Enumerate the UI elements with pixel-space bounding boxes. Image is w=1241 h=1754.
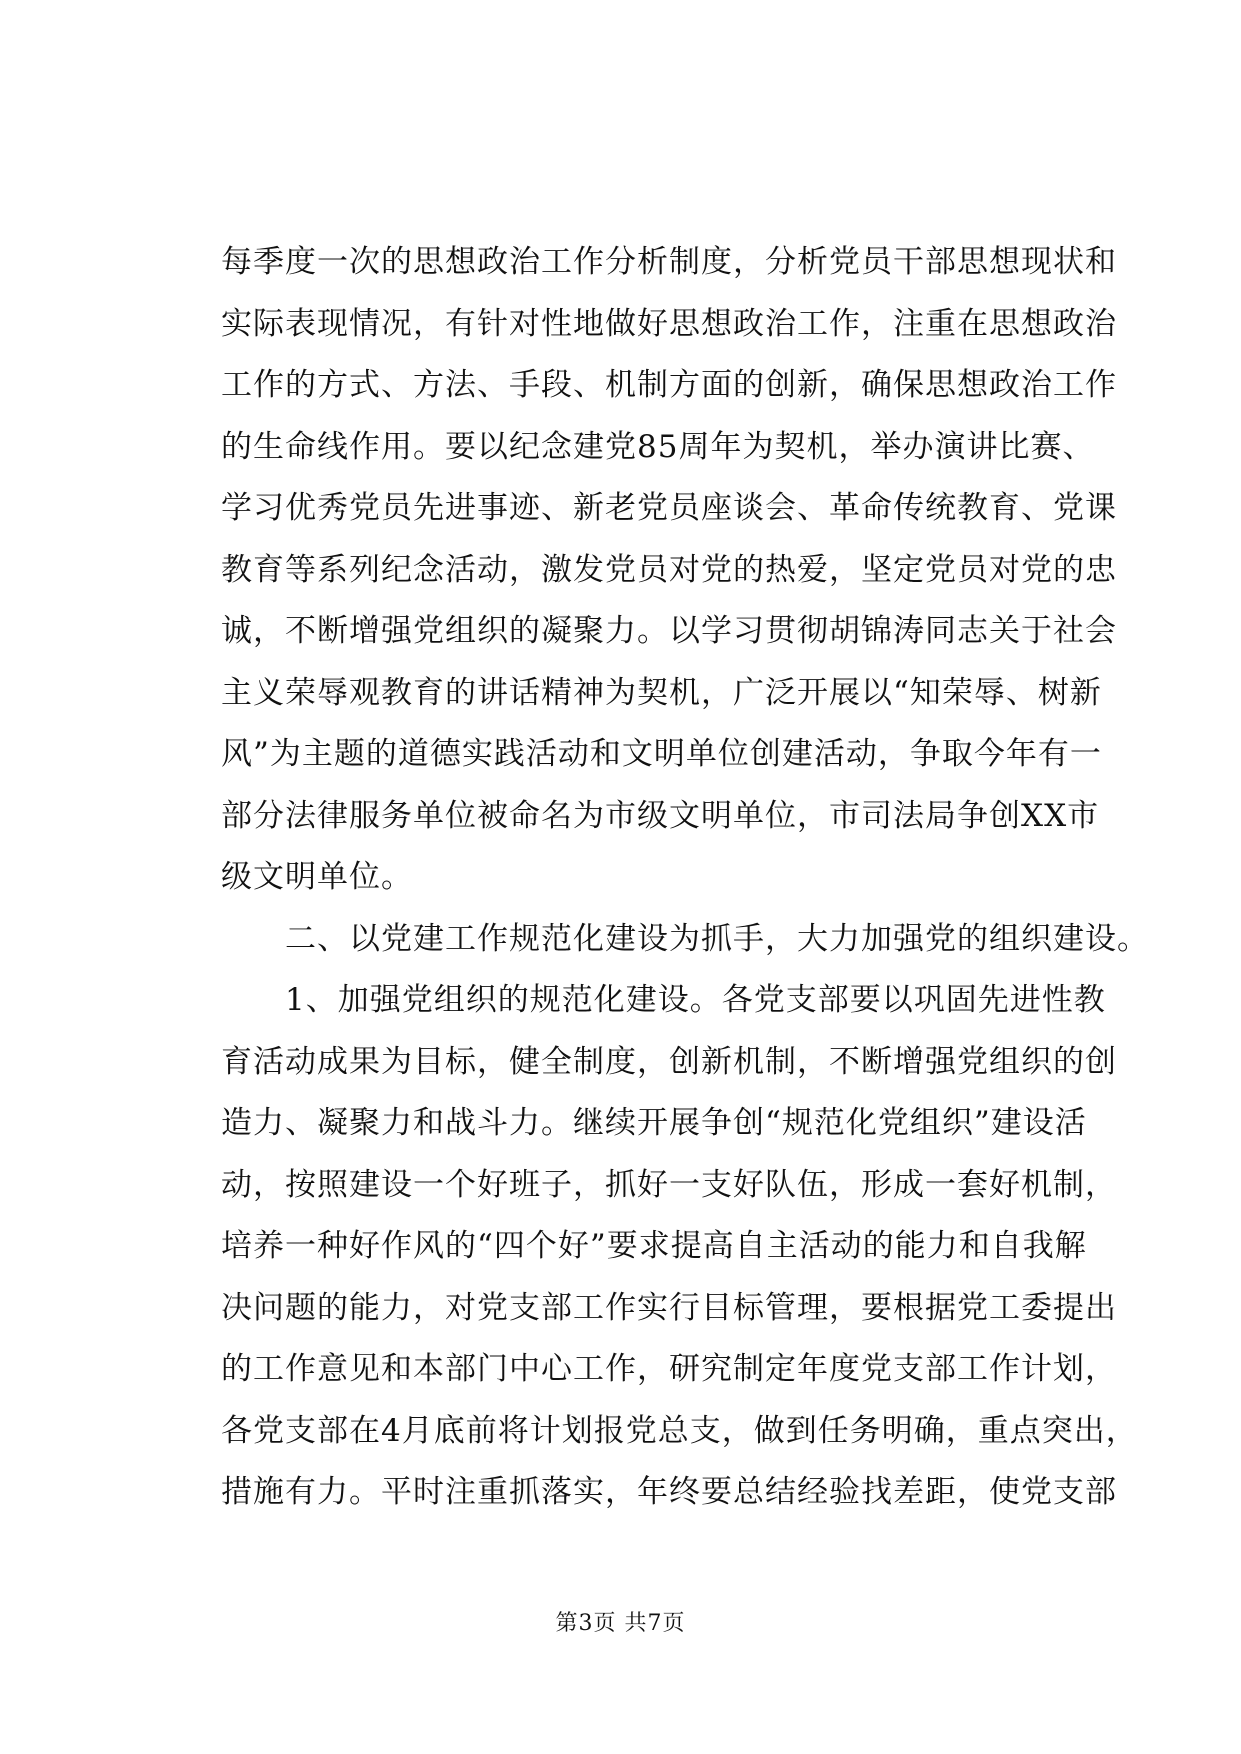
text-line: 教育等系列纪念活动，激发党员对党的热爱，坚定党员对党的忠	[221, 551, 1117, 588]
text-line: 主义荣辱观教育的讲话精神为契机，广泛开展以“知荣辱、树新	[221, 674, 1102, 711]
text-line: 学习优秀党员先进事迹、新老党员座谈会、革命传统教育、党课	[221, 490, 1117, 526]
text-line: 的工作意见和本部门中心工作，研究制定年度党支部工作计划，	[221, 1351, 1117, 1387]
page-number-footer: 第3页 共7页	[555, 1611, 686, 1636]
text-line: 各党支部在4月底前将计划报党总支，做到任务明确，重点突出，	[221, 1412, 1138, 1449]
text-line: 育活动成果为目标，健全制度，创新机制，不断增强党组织的创	[221, 1043, 1117, 1080]
text-line: 措施有力。平时注重抓落实，年终要总结经验找差距，使党支部	[221, 1474, 1117, 1510]
text-line: 工作的方式、方法、手段、机制方面的创新，确保思想政治工作	[221, 367, 1117, 403]
text-line: 培养一种好作风的“四个好”要求提高自主活动的能力和自我解	[221, 1228, 1087, 1264]
body-text	[221, 232, 1149, 1524]
text-line: 部分法律服务单位被命名为市级文明单位，市司法局争创XX市	[221, 797, 1100, 834]
text-line: 动，按照建设一个好班子，抓好一支好队伍，形成一套好机制，	[221, 1166, 1117, 1203]
text-line: 风”为主题的道德实践活动和文明单位创建活动，争取今年有一	[221, 736, 1102, 772]
section-heading: 二、以党建工作规范化建设为抓手，大力加强党的组织建设。	[221, 920, 1149, 957]
text-line: 实际表现情况，有针对性地做好思想政治工作，注重在思想政治	[221, 305, 1117, 342]
text-line: 诚，不断增强党组织的凝聚力。以学习贯彻胡锦涛同志关于社会	[221, 613, 1117, 649]
text-line: 1、加强党组织的规范化建设。各党支部要以巩固先进性教	[221, 982, 1106, 1018]
text-line: 的生命线作用。要以纪念建党85周年为契机，举办演讲比赛、	[221, 428, 1095, 465]
text-line: 造力、凝聚力和战斗力。继续开展争创“规范化党组织”建设活	[221, 1105, 1087, 1141]
text-line: 级文明单位。	[221, 859, 413, 895]
text-line: 每季度一次的思想政治工作分析制度，分析党员干部思想现状和	[221, 244, 1117, 280]
text-line: 决问题的能力，对党支部工作实行目标管理，要根据党工委提出	[221, 1289, 1117, 1326]
